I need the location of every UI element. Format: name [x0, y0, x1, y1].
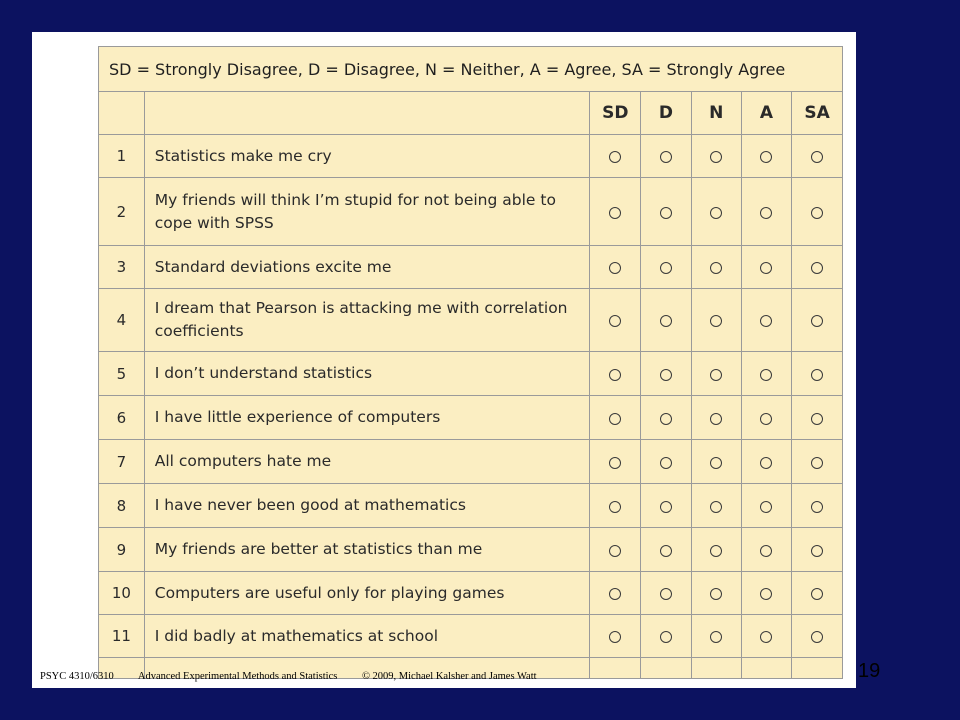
radio-a[interactable]	[760, 207, 772, 219]
radio-a[interactable]	[760, 315, 772, 327]
item-number: 11	[99, 615, 145, 658]
option-cell-sa	[792, 528, 843, 572]
item-statement: Statistics make me cry	[144, 135, 590, 178]
radio-d[interactable]	[660, 588, 672, 600]
option-cell-n	[691, 289, 741, 352]
option-cell-sa	[792, 615, 843, 658]
radio-n[interactable]	[710, 501, 722, 513]
item-row	[99, 289, 843, 352]
slide-footer	[40, 671, 559, 682]
item-statement: Computers are useful only for playing games	[144, 572, 590, 615]
option-cell-d	[641, 178, 691, 246]
radio-sd[interactable]	[609, 151, 621, 163]
item-row	[99, 246, 843, 289]
item-row	[99, 484, 843, 528]
radio-n[interactable]	[710, 315, 722, 327]
radio-a[interactable]	[760, 545, 772, 557]
radio-sa[interactable]	[811, 315, 823, 327]
option-cell-d	[641, 135, 691, 178]
option-cell-sd	[590, 484, 641, 528]
item-statement: Standard deviations excite me	[144, 246, 590, 289]
radio-a[interactable]	[760, 413, 772, 425]
item-number: 9	[99, 528, 145, 572]
radio-d[interactable]	[660, 369, 672, 381]
option-cell-sa	[792, 572, 843, 615]
option-cell-d	[641, 615, 691, 658]
radio-d[interactable]	[660, 315, 672, 327]
partial-cell	[641, 658, 691, 679]
option-cell-a	[741, 615, 791, 658]
radio-sa[interactable]	[811, 262, 823, 274]
radio-sd[interactable]	[609, 457, 621, 469]
partial-cell	[590, 658, 641, 679]
item-number: 5	[99, 352, 145, 396]
option-cell-d	[641, 246, 691, 289]
column-header-d: D	[641, 92, 691, 135]
option-cell-n	[691, 572, 741, 615]
header-number-blank	[99, 92, 145, 135]
radio-sa[interactable]	[811, 501, 823, 513]
option-cell-n	[691, 135, 741, 178]
item-row	[99, 396, 843, 440]
option-cell-n	[691, 246, 741, 289]
footer-title: Advanced Experimental Methods and Statistics	[137, 671, 338, 682]
option-cell-d	[641, 289, 691, 352]
column-header-n: N	[691, 92, 741, 135]
option-cell-n	[691, 615, 741, 658]
option-cell-d	[641, 528, 691, 572]
questionnaire-table	[98, 46, 843, 679]
option-cell-sa	[792, 484, 843, 528]
option-cell-sa	[792, 178, 843, 246]
option-cell-sd	[590, 352, 641, 396]
option-cell-n	[691, 528, 741, 572]
radio-sd[interactable]	[609, 545, 621, 557]
option-cell-sa	[792, 246, 843, 289]
header-row	[99, 92, 843, 135]
item-row	[99, 572, 843, 615]
item-row	[99, 352, 843, 396]
footer-course: PSYC 4310/6310	[40, 671, 114, 682]
option-cell-sd	[590, 289, 641, 352]
option-cell-a	[741, 572, 791, 615]
radio-n[interactable]	[710, 631, 722, 643]
option-cell-d	[641, 572, 691, 615]
column-header-sa: SA	[792, 92, 843, 135]
option-cell-a	[741, 396, 791, 440]
radio-n[interactable]	[710, 369, 722, 381]
partial-cell	[792, 658, 843, 679]
item-number: 4	[99, 289, 145, 352]
option-cell-sa	[792, 396, 843, 440]
radio-a[interactable]	[760, 631, 772, 643]
footer-copyright: © 2009, Michael Kalsher and James Watt	[361, 671, 537, 682]
partial-cell	[741, 658, 791, 679]
radio-sd[interactable]	[609, 207, 621, 219]
radio-d[interactable]	[660, 545, 672, 557]
radio-n[interactable]	[710, 151, 722, 163]
radio-a[interactable]	[760, 262, 772, 274]
radio-d[interactable]	[660, 151, 672, 163]
radio-d[interactable]	[660, 262, 672, 274]
radio-a[interactable]	[760, 457, 772, 469]
slide	[32, 32, 881, 688]
radio-sd[interactable]	[609, 501, 621, 513]
radio-n[interactable]	[710, 262, 722, 274]
radio-d[interactable]	[660, 501, 672, 513]
option-cell-sd	[590, 396, 641, 440]
item-number: 10	[99, 572, 145, 615]
radio-n[interactable]	[710, 413, 722, 425]
option-cell-d	[641, 396, 691, 440]
radio-sa[interactable]	[811, 413, 823, 425]
radio-d[interactable]	[660, 207, 672, 219]
item-statement: All computers hate me	[144, 440, 590, 484]
radio-sd[interactable]	[609, 413, 621, 425]
radio-sd[interactable]	[609, 262, 621, 274]
item-row	[99, 528, 843, 572]
item-statement: My friends will think I’m stupid for not being able to cope with SPSS	[144, 178, 590, 246]
radio-sd[interactable]	[609, 315, 621, 327]
radio-sa[interactable]	[811, 545, 823, 557]
column-header-sd: SD	[590, 92, 641, 135]
option-cell-a	[741, 246, 791, 289]
radio-d[interactable]	[660, 457, 672, 469]
option-cell-sa	[792, 135, 843, 178]
radio-sd[interactable]	[609, 588, 621, 600]
item-number: 3	[99, 246, 145, 289]
option-cell-n	[691, 484, 741, 528]
radio-d[interactable]	[660, 631, 672, 643]
option-cell-a	[741, 484, 791, 528]
option-cell-sd	[590, 440, 641, 484]
header-statement-blank	[144, 92, 590, 135]
radio-a[interactable]	[760, 369, 772, 381]
item-statement: I did badly at mathematics at school	[144, 615, 590, 658]
item-number: 1	[99, 135, 145, 178]
option-cell-d	[641, 484, 691, 528]
option-cell-a	[741, 135, 791, 178]
radio-sa[interactable]	[811, 631, 823, 643]
option-cell-n	[691, 440, 741, 484]
item-statement: I have little experience of computers	[144, 396, 590, 440]
radio-n[interactable]	[710, 457, 722, 469]
radio-sa[interactable]	[811, 369, 823, 381]
radio-n[interactable]	[710, 545, 722, 557]
radio-n[interactable]	[710, 207, 722, 219]
item-statement: I have never been good at mathematics	[144, 484, 590, 528]
item-number: 6	[99, 396, 145, 440]
radio-a[interactable]	[760, 151, 772, 163]
option-cell-n	[691, 178, 741, 246]
option-cell-sd	[590, 135, 641, 178]
option-cell-n	[691, 352, 741, 396]
radio-sa[interactable]	[811, 588, 823, 600]
response-legend: SD = Strongly Disagree, D = Disagree, N = Neither, A = Agree, SA = Strongly Agree	[99, 47, 843, 92]
item-statement: My friends are better at statistics than me	[144, 528, 590, 572]
option-cell-sd	[590, 528, 641, 572]
option-cell-a	[741, 178, 791, 246]
radio-a[interactable]	[760, 501, 772, 513]
item-statement: I don’t understand statistics	[144, 352, 590, 396]
item-row	[99, 135, 843, 178]
option-cell-a	[741, 289, 791, 352]
option-cell-sa	[792, 440, 843, 484]
item-statement: I dream that Pearson is attacking me with correlation coefficients	[144, 289, 590, 352]
option-cell-sd	[590, 572, 641, 615]
option-cell-a	[741, 528, 791, 572]
option-cell-sa	[792, 352, 843, 396]
option-cell-sd	[590, 246, 641, 289]
radio-sd[interactable]	[609, 631, 621, 643]
item-row	[99, 615, 843, 658]
radio-sa[interactable]	[811, 207, 823, 219]
radio-sa[interactable]	[811, 457, 823, 469]
radio-n[interactable]	[710, 588, 722, 600]
item-number: 8	[99, 484, 145, 528]
item-row	[99, 440, 843, 484]
option-cell-d	[641, 352, 691, 396]
option-cell-n	[691, 396, 741, 440]
option-cell-a	[741, 440, 791, 484]
item-number: 2	[99, 178, 145, 246]
radio-sd[interactable]	[609, 369, 621, 381]
radio-sa[interactable]	[811, 151, 823, 163]
option-cell-a	[741, 352, 791, 396]
option-cell-sd	[590, 178, 641, 246]
option-cell-d	[641, 440, 691, 484]
radio-a[interactable]	[760, 588, 772, 600]
item-number: 7	[99, 440, 145, 484]
radio-d[interactable]	[660, 413, 672, 425]
slide-number: 19	[858, 660, 881, 682]
column-header-a: A	[741, 92, 791, 135]
item-row	[99, 178, 843, 246]
option-cell-sa	[792, 289, 843, 352]
option-cell-sd	[590, 615, 641, 658]
partial-cell	[691, 658, 741, 679]
